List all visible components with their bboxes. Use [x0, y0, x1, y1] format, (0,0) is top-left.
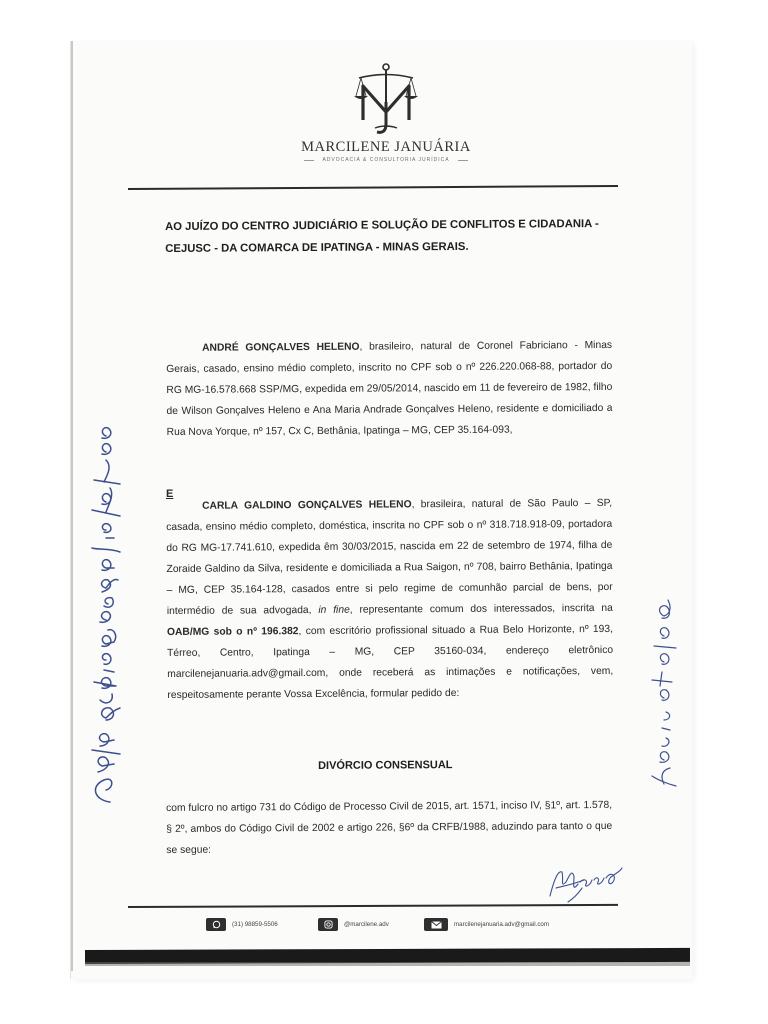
- mail-icon: [424, 918, 448, 931]
- instagram-icon: [318, 918, 338, 931]
- legal-basis-paragraph: com fulcro no artigo 731 do Código de Processo Civil de 2015, art. 1571, inciso IV, §1º, art. 1.578, § 2º, ambos do Código Civil de 2002 e artigo 226, §6º da CRFB/1988, aduzindo para tanto o que se segue:: [166, 799, 613, 856]
- letterhead-logo: [300, 62, 472, 172]
- party2-text-1: , brasileira, natural de São Paulo – SP, casada, ensino médio completo, doméstica, inscrita no CPF sob o nº 318.718.918-09, portadora do RG MG-17.741.610, expedida êm 30/03/2015, nascida em 22 de setembro de 1974, filha de Zoraide Galdino da Silva, residente e domiciliada a Rua Saigon, nº 708, bairro Bethânia, Ipatinga – MG, CEP 35.164-128, casados entre si pelo regime de comunhão parcial de bens, por intermédio de sua advogada,: [166, 497, 613, 617]
- right-margin-handwriting-text: [0, 0, 1, 1]
- party2-text-3: , com escritório profissional situado a Rua Belo Horizonte, nº 193, Térreo, Centro, Ipatinga – MG, CEP 35160-034, endereço eletrônico marcilenejanuaria.adv@gmail.com, onde receberá as intimações e notificações, vem, respeitosamente perante Vossa Excelência, formular pedido de:: [167, 623, 614, 701]
- footer-instagram-text: @marcilene.adv: [344, 921, 389, 928]
- letterhead-name: MARCILENE JANUÁRIA: [301, 139, 471, 155]
- footer-phone-text: (31) 98859-5506: [232, 921, 278, 928]
- footer-phone: [206, 918, 278, 931]
- party2-paragraph: [166, 493, 613, 706]
- footer-email: [424, 918, 549, 931]
- letterhead-tagline-row: [300, 157, 472, 164]
- party1-text: , brasileiro, natural de Coronel Fabriciano - Minas Gerais, casado, ensino médio completo, inscrito no CPF sob o nº 226.220.068-88, portador do RG MG-16.578.668 SSP/MG, expedida em 29/05/2014, nascido em 11 de fevereiro de 1982, filho de Wilson Gonçalves Heleno e Ana Maria Andrade Gonçalves Heleno, residente e domiciliado a Rua Nova Yorque, nº 157, Cx C, Bethânia, Ipatinga – MG, CEP 35.164-093,: [166, 339, 613, 438]
- party2-text-2: , representante comum dos interessados, inscrita na: [349, 602, 613, 616]
- letterhead-tagline: ADVOCACIA & CONSULTORIA JURÍDICA: [322, 157, 450, 163]
- scales-monogram-icon: [351, 62, 421, 136]
- page-edge-shadow: [71, 41, 73, 971]
- footer-email-text: marcilenejanuaria.adv@gmail.com: [454, 921, 550, 928]
- left-margin-handwriting-text: [0, 0, 1, 1]
- party2-oab: OAB/MG sob o nº 196.382: [166, 626, 299, 638]
- conjunction: E: [166, 488, 174, 500]
- party1-paragraph: [166, 335, 613, 443]
- document-heading: AO JUÍZO DO CENTRO JUDICIÁRIO E SOLUÇÃO DE CONFLITOS E CIDADANIA - CEJUSC - DA COMARCA DE IPATINGA - MINAS GERAIS.: [165, 217, 599, 255]
- party1-name: ANDRÉ GONÇALVES HELENO: [202, 341, 360, 354]
- footer-contacts: [200, 918, 620, 940]
- party2-in-fine: in fine: [318, 604, 350, 616]
- party2-name: CARLA GALDINO GONÇALVES HELENO: [202, 499, 412, 512]
- action-title: DIVÓRCIO CONSENSUAL: [318, 759, 453, 772]
- bottom-initials-text: [0, 0, 1, 1]
- footer-bar-shadow: [85, 962, 690, 966]
- whatsapp-icon: [206, 918, 226, 931]
- footer-instagram: [318, 918, 389, 931]
